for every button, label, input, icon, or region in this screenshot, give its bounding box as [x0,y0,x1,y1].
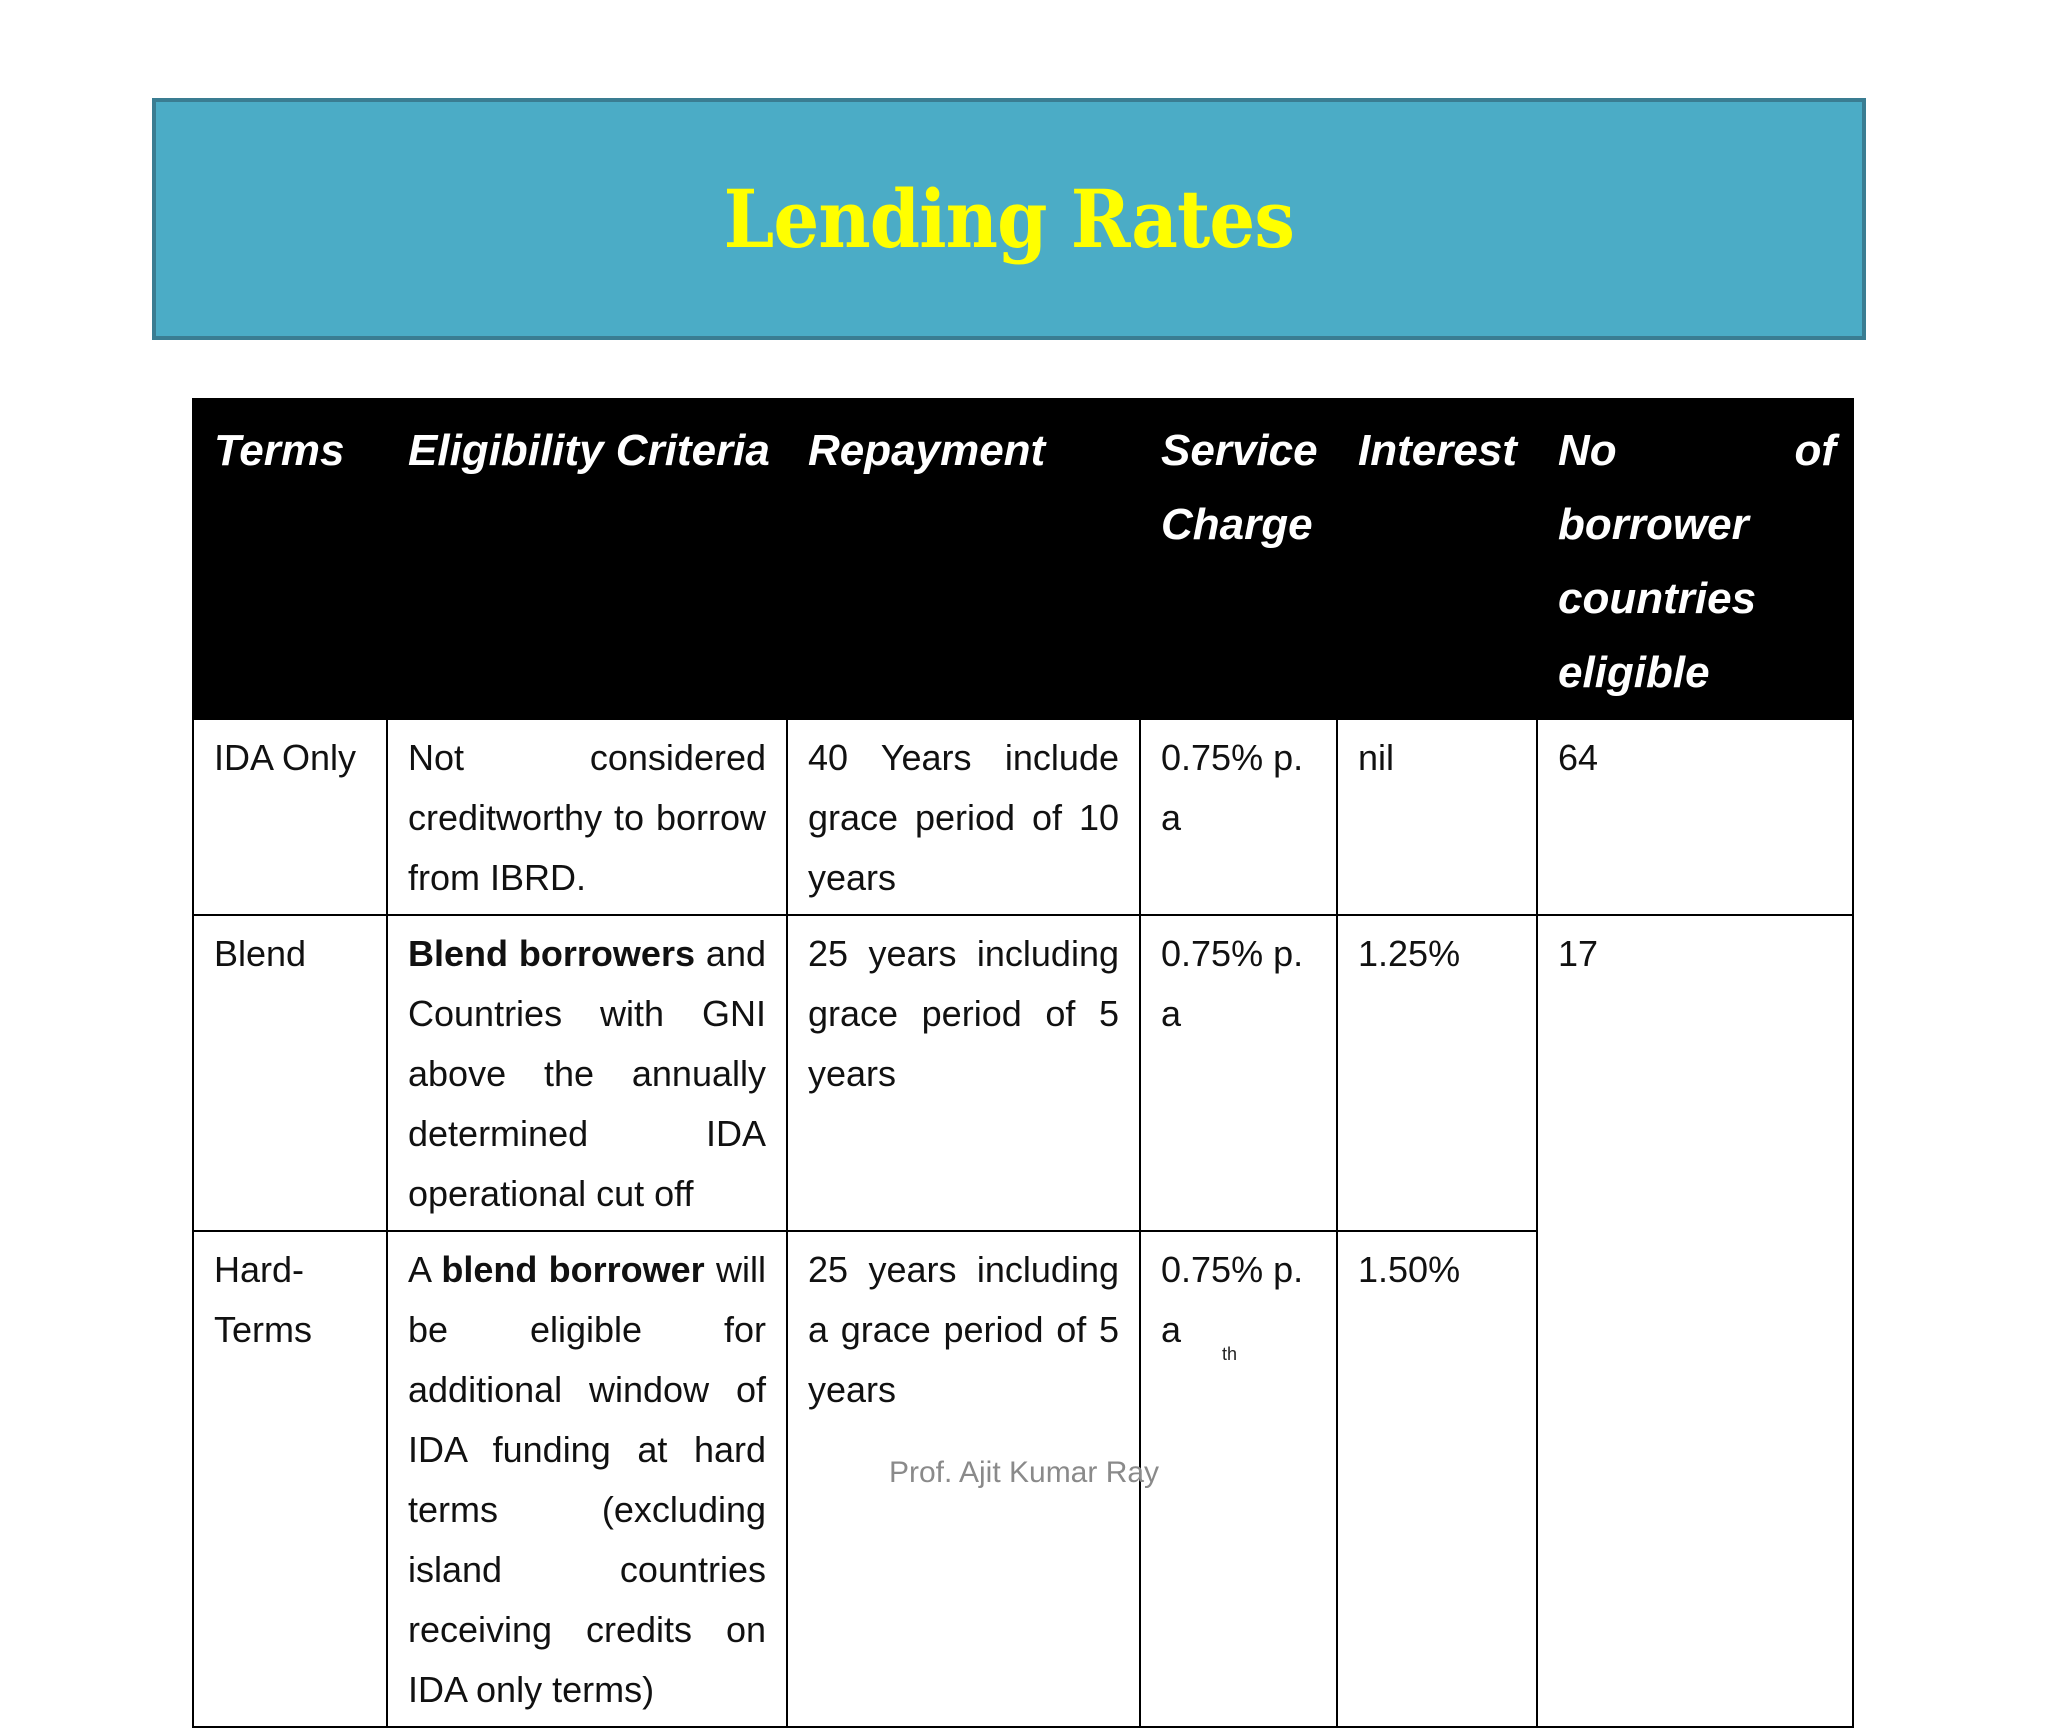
cell-service-charge: 0.75% p. a [1140,719,1337,915]
cell-countries: 64 [1537,719,1853,915]
cell-interest: nil [1337,719,1537,915]
footnote-mark: th [1222,1344,1238,1364]
header-interest: Interest [1337,399,1537,719]
cell-eligibility [387,915,787,1231]
title-banner [152,98,1866,340]
eligibility-text: will be eligible for additional window of IDA funding at hard terms (excluding island countries receiving credits on IDA only terms) [408,1249,766,1710]
cell-countries: 17 [1537,915,1853,1727]
cell-eligibility [387,719,787,915]
cell-repayment: 40 Years include grace period of 10 years [787,719,1140,915]
table-row [193,915,1853,1231]
slide-title: Lending Rates [723,172,1295,266]
table-row [193,719,1853,915]
table-header-row [193,399,1853,719]
cell-terms: Hard-Terms [193,1231,387,1727]
eligibility-pre-text: A [408,1249,442,1290]
lending-rates-table [192,398,1854,1728]
eligibility-bold-text: Blend borrowers [408,933,695,974]
header-service-charge: Service Charge [1140,399,1337,719]
cell-service-charge: 0.75% p. a [1140,915,1337,1231]
eligibility-bold-text: blend borrower [441,1249,705,1290]
cell-terms: IDA Only [193,719,387,915]
cell-repayment: 25 years including a grace period of 5 years [787,1231,1140,1727]
header-eligibility: Eligibility Criteria [387,399,787,719]
cell-terms: Blend [193,915,387,1231]
slide-footer: Prof. Ajit Kumar Ray [888,1456,1160,1489]
header-countries: No of borrower countries eligible [1537,399,1853,719]
cell-repayment: 25 years including grace period of 5 years [787,915,1140,1231]
eligibility-text: and Countries with GNI above the annually determined IDA operational cut off [408,933,766,1214]
cell-interest: 1.25% [1337,915,1537,1231]
cell-service-charge: 0.75% p. a [1140,1231,1337,1727]
header-repayment: Repayment [787,399,1140,719]
eligibility-text: Not considered creditworthy to borrow from IBRD. [408,737,766,898]
cell-interest: 1.50% [1337,1231,1537,1727]
header-terms: Terms [193,399,387,719]
